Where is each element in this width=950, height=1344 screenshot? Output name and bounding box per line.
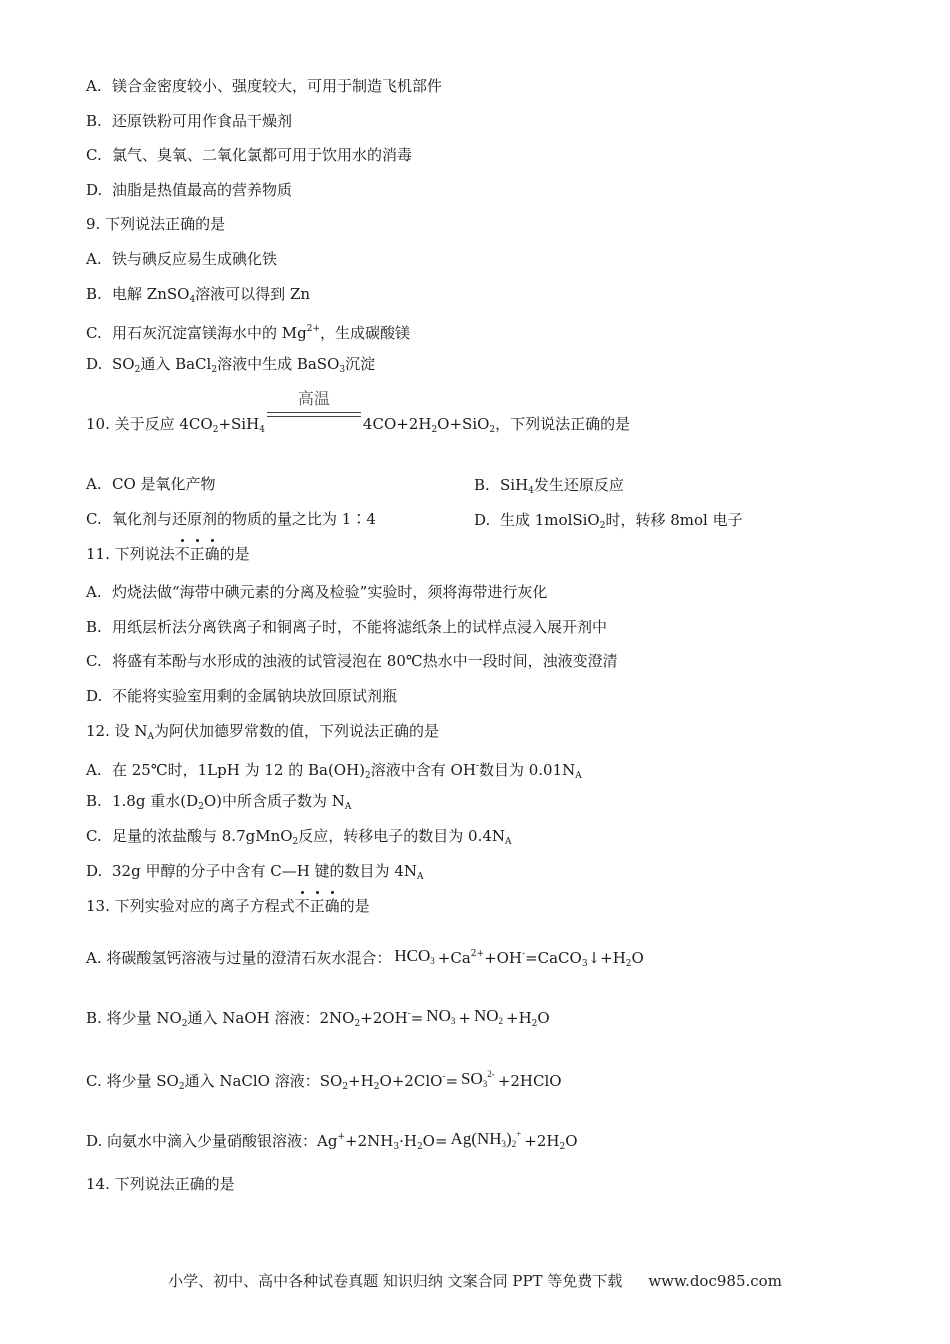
- footer-url[interactable]: www.doc985.com: [648, 1272, 782, 1290]
- nitrate-formula: $NO_3$: [426, 1006, 456, 1026]
- q13-stem: 13. 下列实验对应的离子方程式不正确的是: [86, 897, 370, 915]
- silver-ammonia-formula: $Ag(NH_3)_2^+$: [450, 1129, 522, 1149]
- bicarbonate-formula: $HCO_3$: [394, 946, 435, 966]
- q11-option-a: A. 灼烧法做“海带中碘元素的分离及检验”实验时，须将海带进行灰化: [86, 583, 548, 601]
- q8-option-b: B. 还原铁粉可用作食品干燥剂: [86, 112, 293, 130]
- q12-stem: 12. 设 $N_A$为阿伏加德罗常数的值，下列说法正确的是: [86, 722, 440, 742]
- q12-option-a: A. 在 25℃时，1LpH 为 12 的 $Ba(OH)_2$溶液中含有 OH-数目为 $0.01N_A$: [86, 761, 582, 781]
- q11-stem: 11. 下列说法不正确的是: [86, 545, 250, 563]
- q10-option-c: C. 氧化剂与还原剂的物质的量之比为 1∶4: [86, 510, 376, 528]
- q11-option-b: B. 用纸层析法分离铁离子和铜离子时，不能将滤纸条上的试样点浸入展开剂中: [86, 618, 608, 636]
- q11-option-c: C. 将盛有苯酚与水形成的浊液的试管浸泡在 80℃热水中一段时间，浊液变澄清: [86, 652, 618, 670]
- page-footer: [0, 1270, 950, 1291]
- q13-option-c: C. 将少量 $SO_2$通入 NaClO 溶液：$SO_2+H_2O+2ClO^-= SO_3^{2-}$ +2HClO: [86, 1064, 562, 1097]
- q9-option-b: B. 电解 ZnSO$_4$溶液可以得到 Zn: [86, 285, 311, 305]
- q9-option-a: A. 铁与碘反应易生成碘化铁: [86, 250, 278, 268]
- q11-option-d: D. 不能将实验室用剩的金属钠块放回原试剂瓶: [86, 687, 398, 705]
- q9-option-d: D. $SO_2$通入 BaCl$_2$溶液中生成 BaSO$_3$沉淀: [86, 355, 376, 375]
- reaction-condition-arrow: 高温: [265, 415, 363, 435]
- q10-stem: 10. 关于反应 $4CO_2+SiH_4$ 高温 $4CO+2H_2O+SiO_2$，下列说法正确的是: [86, 389, 631, 435]
- q8-option-d: D. 油脂是热值最高的营养物质: [86, 181, 293, 199]
- sulfite-formula: $SO_3^{2-}$: [461, 1069, 495, 1089]
- q10-option-b: B. SiH$_4$发生还原反应: [474, 476, 624, 496]
- q13-option-b: B. 将少量 $NO_2$通入 NaOH 溶液：$2NO_2+2OH^-= NO_3 + NO_2 +H_2O$: [86, 1006, 550, 1029]
- q9-stem: 9. 下列说法正确的是: [86, 215, 226, 233]
- q8-option-c: C. 氯气、臭氧、二氧化氯都可用于饮用水的消毒: [86, 146, 413, 164]
- q12-option-d: D. 32g 甲醇的分子中含有 C—H 键的数目为 $4N_A$: [86, 862, 424, 882]
- q14-stem: 14. 下列说法正确的是: [86, 1175, 235, 1193]
- q12-option-c: C. 足量的浓盐酸与 8.7gMnO$_2$反应，转移电子的数目为 $0.4N_A$: [86, 827, 512, 847]
- q10-option-d: D. 生成 1molSiO$_2$时，转移 8mol 电子: [474, 511, 743, 531]
- footer-text: 小学、初中、高中各种试卷真题 知识归纳 文案合同 PPT 等免费下载: [168, 1272, 623, 1290]
- q12-option-b: B. 1.8g 重水$(D_2O)$中所含质子数为 $N_A$: [86, 792, 352, 812]
- q8-option-a: A. 镁合金密度较小、强度较大，可用于制造飞机部件: [86, 77, 443, 95]
- q13-option-a: A. 将碳酸氢钙溶液与过量的澄清石灰水混合： $HCO_3$ $+Ca^{2+}+OH^-=CaCO_3↓+H_2O$: [86, 946, 644, 969]
- q13-option-d: D. 向氨水中滴入少量硝酸银溶液：$Ag^++2NH_3\cdot H_2O= Ag(NH_3)_2^+ +2H_2O$: [86, 1124, 578, 1157]
- q10-option-a: A. CO 是氧化产物: [86, 475, 216, 493]
- nitrite-formula: $NO_2$: [473, 1006, 503, 1026]
- q9-option-c: C. 用石灰沉淀富镁海水中的 $Mg^{2+}$，生成碳酸镁: [86, 324, 411, 342]
